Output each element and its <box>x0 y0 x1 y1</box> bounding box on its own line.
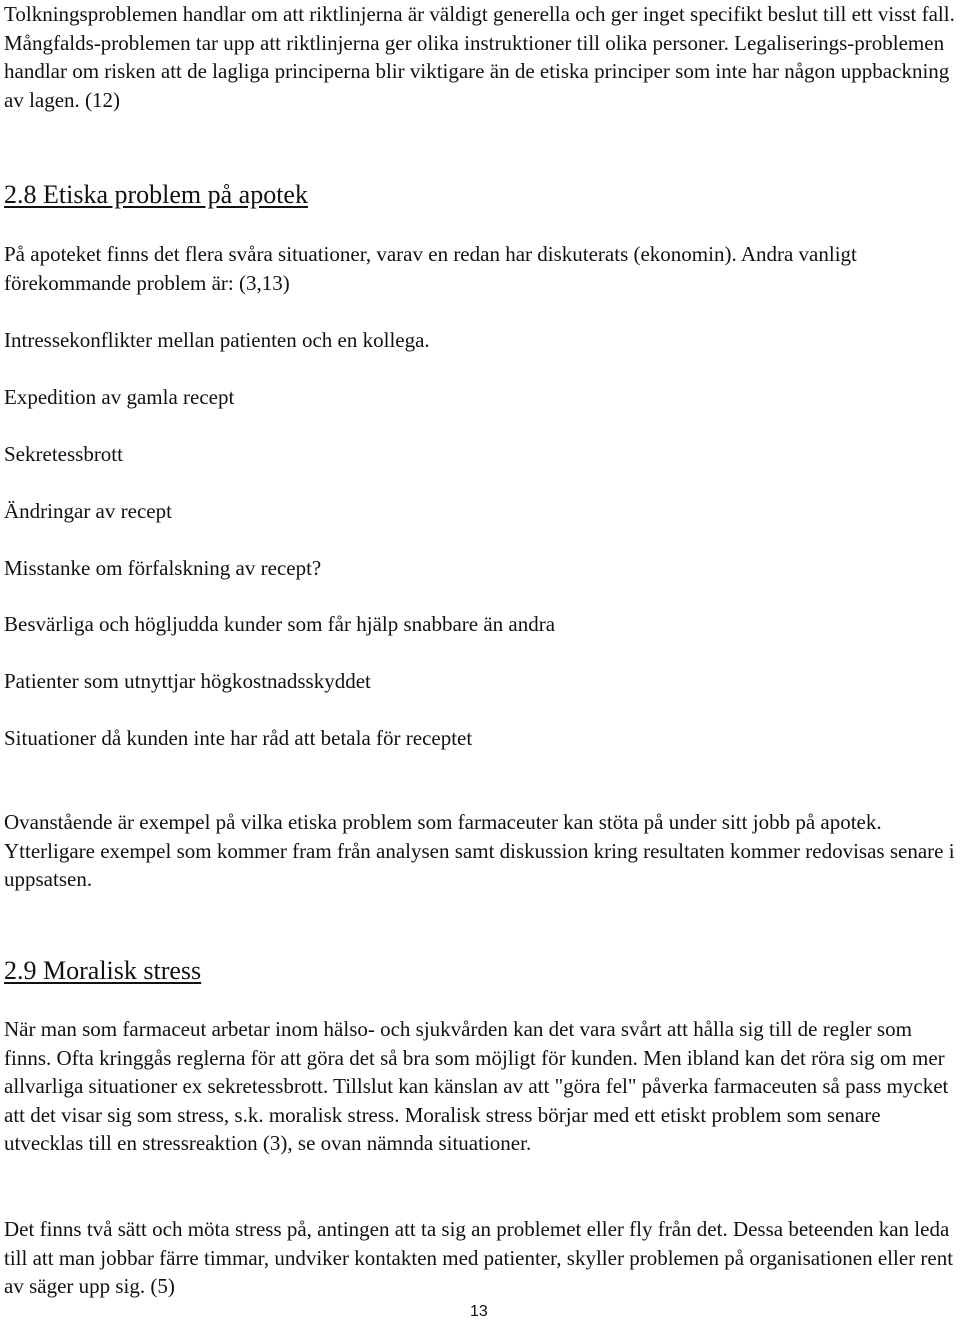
problem-item-7: Patienter som utnyttjar högkostnadsskyddet <box>4 669 371 693</box>
problem-item-1: Intressekonflikter mellan patienten och en kollega. <box>4 328 430 352</box>
intro-paragraph: Tolkningsproblemen handlar om att riktlinjerna är väldigt generella och ger inget specifikt beslut till ett visst fall. Mångfalds-problemen tar upp att riktlinjerna ger olika instruktioner till olika personer. Legaliserings-problemen handlar om risken att de lagliga principerna blir viktigare än de etiska principer som inte har någon uppbackning av lagen. (12) <box>4 2 955 112</box>
problem-item-3: Sekretessbrott <box>4 442 123 466</box>
problem-item-8: Situationer då kunden inte har råd att betala för receptet <box>4 726 473 750</box>
stress-response-paragraph: Det finns två sätt och möta stress på, antingen att ta sig an problemet eller fly från det. Dessa beteenden kan leda till att man jobbar färre timmar, undviker kontakten med patienter, skyller problemen på organisationen eller rent av säger upp sig. (5) <box>4 1217 954 1299</box>
section-heading-2-8: 2.8 Etiska problem på apotek <box>4 180 308 209</box>
moral-stress-paragraph: När man som farmaceut arbetar inom hälso- och sjukvården kan det vara svårt att hålla sig till de regler som finns. Ofta kringgås reglerna för att göra det så bra som möjligt för kunden. Men ibland kan det röra sig om mer allvarliga situationer ex sekretessbrott. Tillslut kan känslan av att "göra fel" påverka farmaceuten så pass mycket att det visar sig som stress, s.k. moralisk stress. Moralisk stress börjar med ett etiskt problem som senare utvecklas till en stressreaktion (3), se ovan nämnda situationer. <box>4 1017 949 1156</box>
page-number: 13 <box>470 1303 488 1320</box>
problem-item-5: Misstanke om förfalskning av recept? <box>4 556 322 580</box>
problem-item-4: Ändringar av recept <box>4 499 172 523</box>
problem-item-6: Besvärliga och högljudda kunder som får hjälp snabbare än andra <box>4 612 556 636</box>
section-heading-2-9: 2.9 Moralisk stress <box>4 956 202 985</box>
summary-paragraph: Ovanstående är exempel på vilka etiska problem som farmaceuter kan stöta på under sitt jobb på apotek. Ytterligare exempel som kommer fram från analysen samt diskussion kring resultaten kommer redovisas senare i uppsatsen. <box>4 810 955 892</box>
pharmacy-intro-paragraph: På apoteket finns det flera svåra situationer, varav en redan har diskuterats (ekonomin). Andra vanligt förekommande problem är: (3,13) <box>4 242 857 295</box>
problem-item-2: Expedition av gamla recept <box>4 385 235 409</box>
